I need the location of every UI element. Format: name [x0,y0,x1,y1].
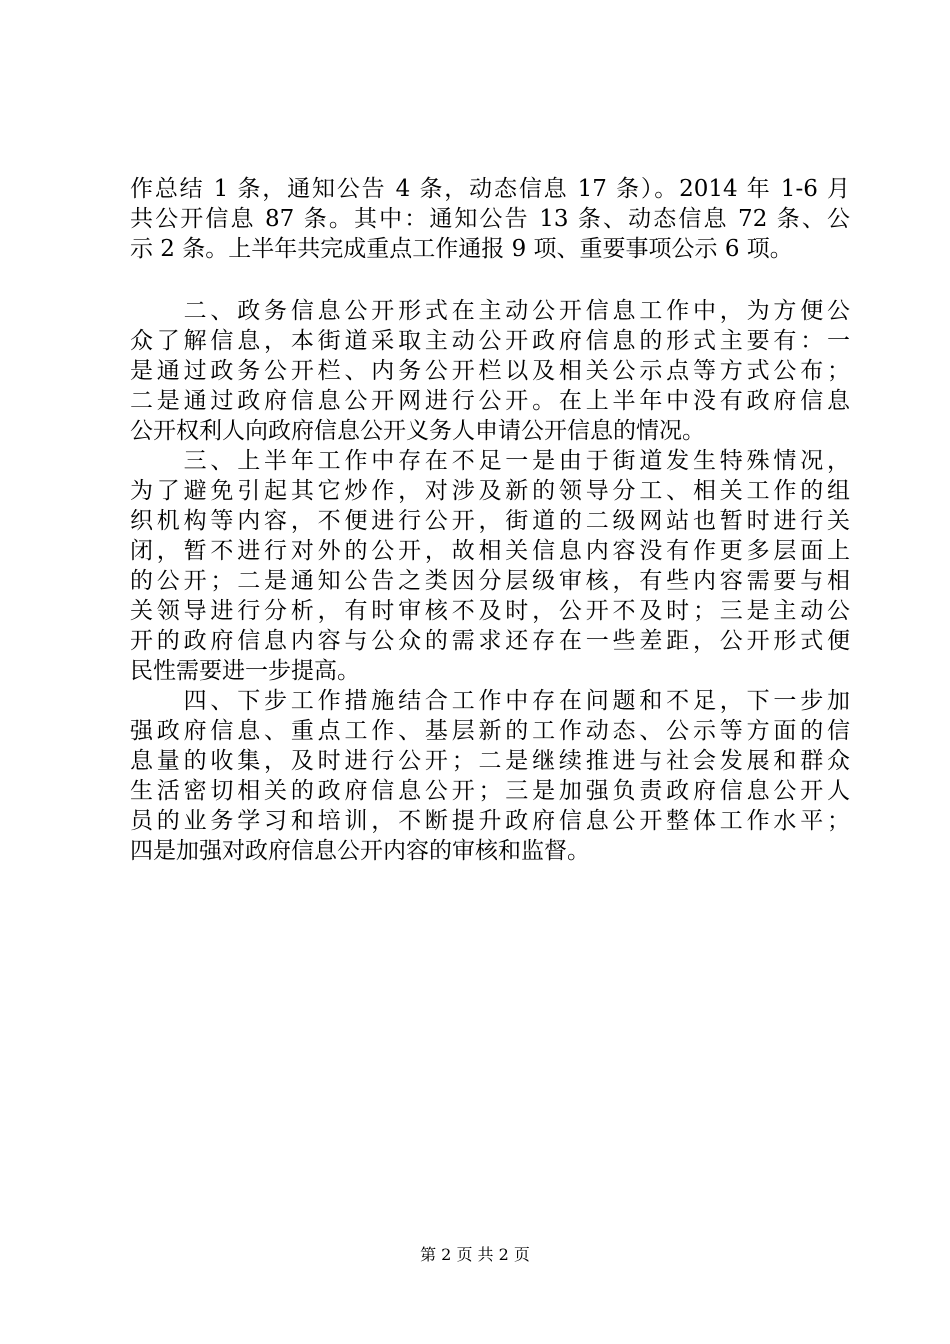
paragraph-section-2 [130,296,850,446]
text-line: 二是通过政府信息公开网进行公开。在上半年中没有政府信息 [130,388,850,414]
text-line: 的公开；二是通知公告之类因分层级审核，有些内容需要与相 [130,568,850,594]
paragraph-section-3 [130,446,850,686]
text-line: 为了避免引起其它炒作，对涉及新的领导分工、相关工作的组 [130,478,850,504]
document-body [130,174,850,866]
text-line: 生活密切相关的政府信息公开；三是加强负责政府信息公开人 [130,778,850,804]
text-line: 织机构等内容，不便进行公开，街道的二级网站也暂时进行关 [130,508,850,534]
text-line: 示 2 条。上半年共完成重点工作通报 9 项、重要事项公示 6 项。 [130,236,793,262]
text-line: 闭，暂不进行对外的公开，故相关信息内容没有作更多层面上 [130,538,850,564]
text-line: 二、政务信息公开形式在主动公开信息工作中，为方便公 [130,298,850,324]
paragraph-intro-continued [130,174,850,264]
text-line: 众了解信息，本街道采取主动公开政府信息的形式主要有：一 [130,328,850,354]
text-line: 四、下步工作措施结合工作中存在问题和不足，下一步加 [130,688,850,714]
text-line: 息量的收集，及时进行公开；二是继续推进与社会发展和群众 [130,748,850,774]
text-line: 员的业务学习和培训，不断提升政府信息公开整体工作水平； [130,808,850,834]
text-line: 开的政府信息内容与公众的需求还存在一些差距，公开形式便 [130,628,850,654]
text-line: 是通过政务公开栏、内务公开栏以及相关公示点等方式公布； [130,358,850,384]
paragraph-section-4 [130,686,850,866]
text-line: 民性需要进一步提高。 [130,658,360,684]
text-line: 关领导进行分析，有时审核不及时，公开不及时；三是主动公 [130,598,850,624]
text-line: 作总结 1 条，通知公告 4 条，动态信息 17 条）。2014 年 1-6 月 [130,176,850,202]
text-line: 强政府信息、重点工作、基层新的工作动态、公示等方面的信 [130,718,850,744]
text-line: 三、上半年工作中存在不足一是由于街道发生特殊情况， [130,448,850,474]
text-line: 共公开信息 87 条。其中：通知公告 13 条、动态信息 72 条、公 [130,206,850,232]
text-line: 四是加强对政府信息公开内容的审核和监督。 [130,838,590,864]
paragraph-gap [130,264,850,296]
text-line: 公开权利人向政府信息公开义务人申请公开信息的情况。 [130,418,705,444]
page-number-footer: 第 2 页 共 2 页 [420,1245,530,1264]
